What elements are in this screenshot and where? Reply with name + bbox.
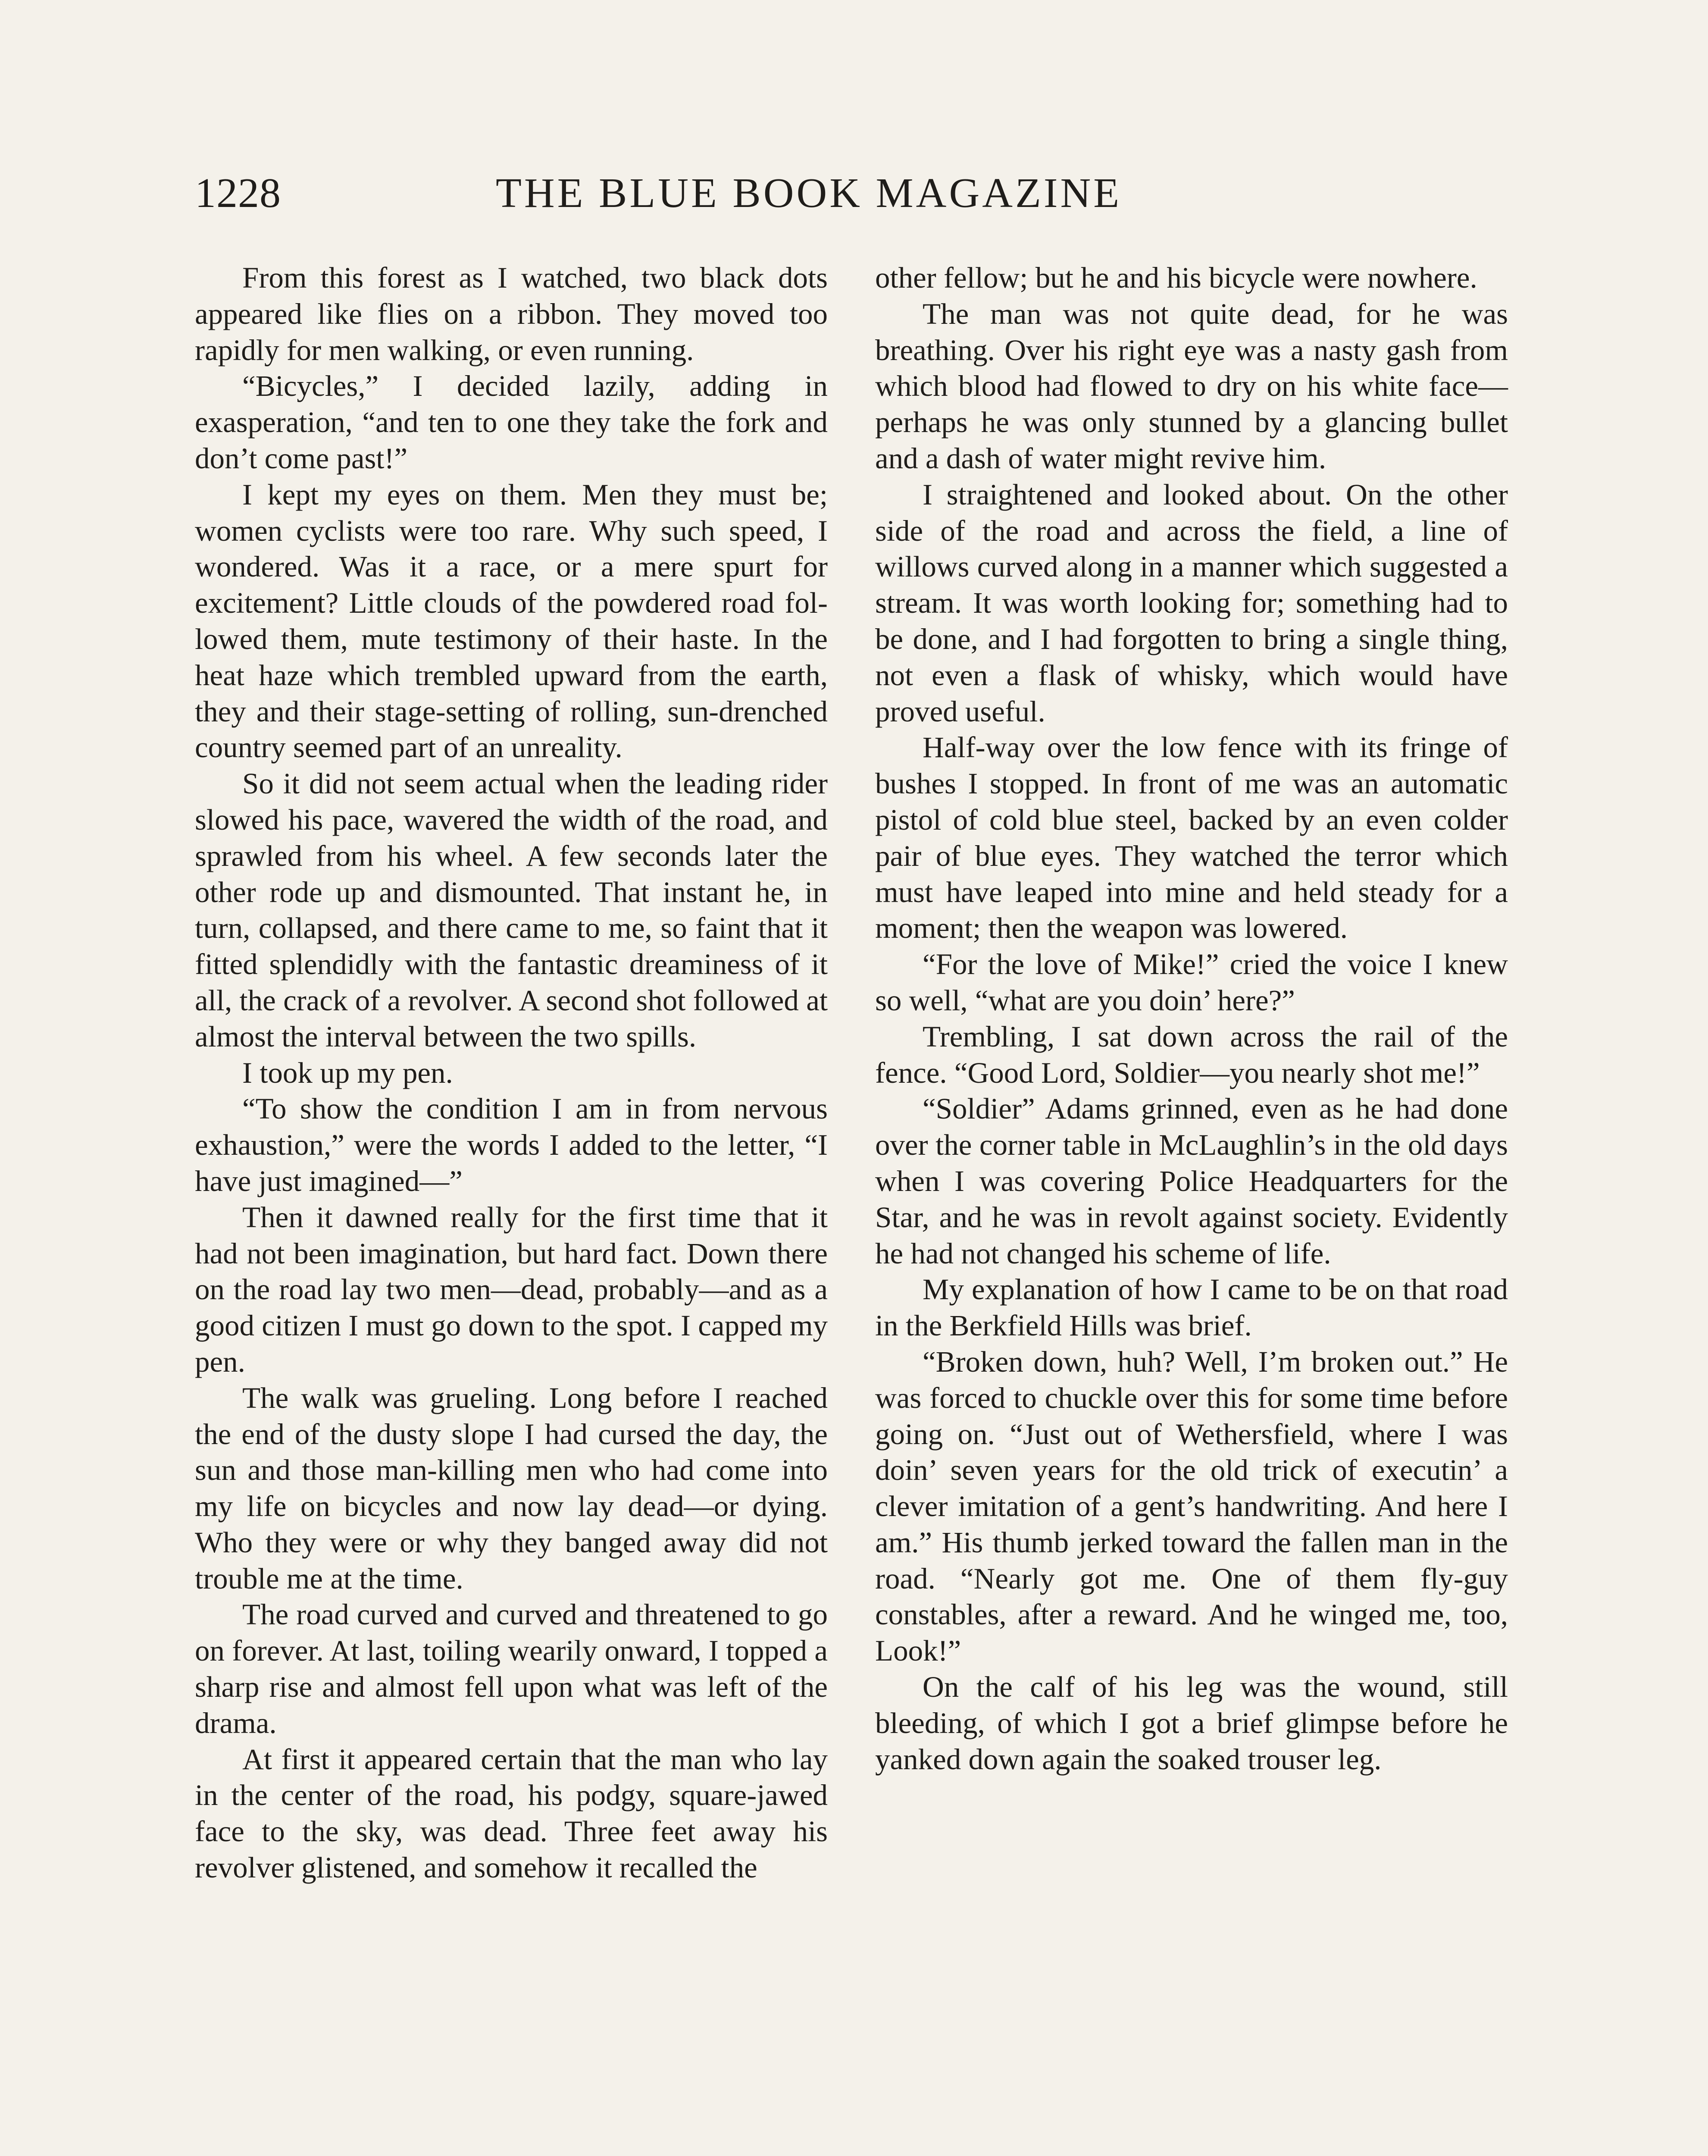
paragraph: At first it appeared certain that the man who lay in the center of the road, his podgy, square-jawed face to the sky, was dead. Three feet away his revolver glistened, and somehow it recalled the <box>195 1742 828 1884</box>
running-title: THE BLUE BOOK MAGAZINE <box>496 170 1122 216</box>
left-text-column <box>195 260 828 1886</box>
paragraph: My explanation of how I came to be on that road in the Berkfield Hills was brief. <box>875 1273 1508 1342</box>
paragraph: I took up my pen. <box>242 1056 453 1089</box>
paragraph: On the calf of his leg was the wound, still bleeding, of which I got a brief glimpse before he yanked down again the soaked trouser leg. <box>875 1670 1508 1776</box>
paragraph: The road curved and curved and threatened to go on forever. At last, toiling wearily onward, I topped a sharp rise and almost fell upon what was left of the drama. <box>195 1598 828 1739</box>
paragraph: I straightened and looked about. On the other side of the road and across the field, a line of willows curved along in a manner which suggested a stream. It was worth looking for; something had to be done, and I had forgotten to bring a single thing, not even a flask of whisky, which would have proved useful. <box>875 478 1508 728</box>
paragraph: The walk was grueling. Long before I reached the end of the dusty slope I had cursed the day, the sun and those man-killing men who had come into my life on bicycles and now lay dead—or dying. Who they were or why they banged away did not trouble me at the time. <box>195 1381 828 1595</box>
paragraph: Then it dawned really for the first time that it had not been imagination, but hard fact. Down there on the road lay two men—dead, probably—and as a good citizen I must go down to the spot. I capped my pen. <box>195 1200 828 1378</box>
paragraph: “To show the condition I am in from nervous exhaustion,” were the words I added to the letter, “I have just imagined—” <box>195 1092 828 1197</box>
page-number: 1228 <box>195 170 281 216</box>
paragraph: I kept my eyes on them. Men they must be; women cyclists were too rare. Why such speed, I wondered. Was it a race, or a mere spurt for excitement? Little clouds of the powdered road followed them, mute testimony of their haste. In the heat haze which trembled upward from the earth, they and their stage-setting of rolling, sun-drenched country seemed part of an unreality. <box>195 478 828 764</box>
paragraph: From this forest as I watched, two black dots appeared like flies on a ribbon. They moved too rapidly for men walking, or even running. <box>195 261 828 367</box>
paragraph: other fellow; but he and his bicycle were nowhere. <box>875 261 1477 294</box>
paragraph: “Bicycles,” I decided lazily, adding in exasperation, “and ten to one they take the fork and don’t come past!” <box>195 370 828 475</box>
paragraph: “For the love of Mike!” cried the voice I knew so well, “what are you doin’ here?” <box>875 948 1508 1017</box>
paragraph: Trembling, I sat down across the rail of the fence. “Good Lord, Soldier—you nearly shot me!” <box>875 1020 1508 1089</box>
paragraph: So it did not seem actual when the leading rider slowed his pace, wavered the width of the road, and sprawled from his wheel. A few seconds later the other rode up and dismounted. That instant he, in turn, collapsed, and there came to me, so faint that it fitted splendidly with the fantastic dreaminess of it all, the crack of a revolver. A second shot followed at almost the interval between the two spills. <box>195 767 828 1053</box>
paragraph: The man was not quite dead, for he was breathing. Over his right eye was a nasty gash from which blood had flowed to dry on his white face—perhaps he was only stunned by a glancing bullet and a dash of water might revive him. <box>875 297 1508 475</box>
paragraph: “Broken down, huh? Well, I’m broken out.” He was forced to chuckle over this for some time before going on. “Just out of Wethersfield, where I was doin’ seven years for the old trick of executin’ a clever imitation of a gent’s handwriting. And here I am.” His thumb jerked toward the fallen man in the road. “Nearly got me. One of them fly-guy constables, after a reward. And he winged me, too, Look!” <box>875 1345 1508 1667</box>
right-text-column <box>875 260 1508 1777</box>
paragraph: “Soldier” Adams grinned, even as he had done over the corner table in McLaughlin’s in the old days when I was covering Police Headquarters for the Star, and he was in revolt against society. Evidently he had not changed his scheme of life. <box>875 1092 1508 1270</box>
paragraph: Half-way over the low fence with its fringe of bushes I stopped. In front of me was an automatic pistol of cold blue steel, backed by an even colder pair of blue eyes. They watched the terror which must have leaped into mine and held steady for a moment; then the weapon was lowered. <box>875 731 1508 945</box>
